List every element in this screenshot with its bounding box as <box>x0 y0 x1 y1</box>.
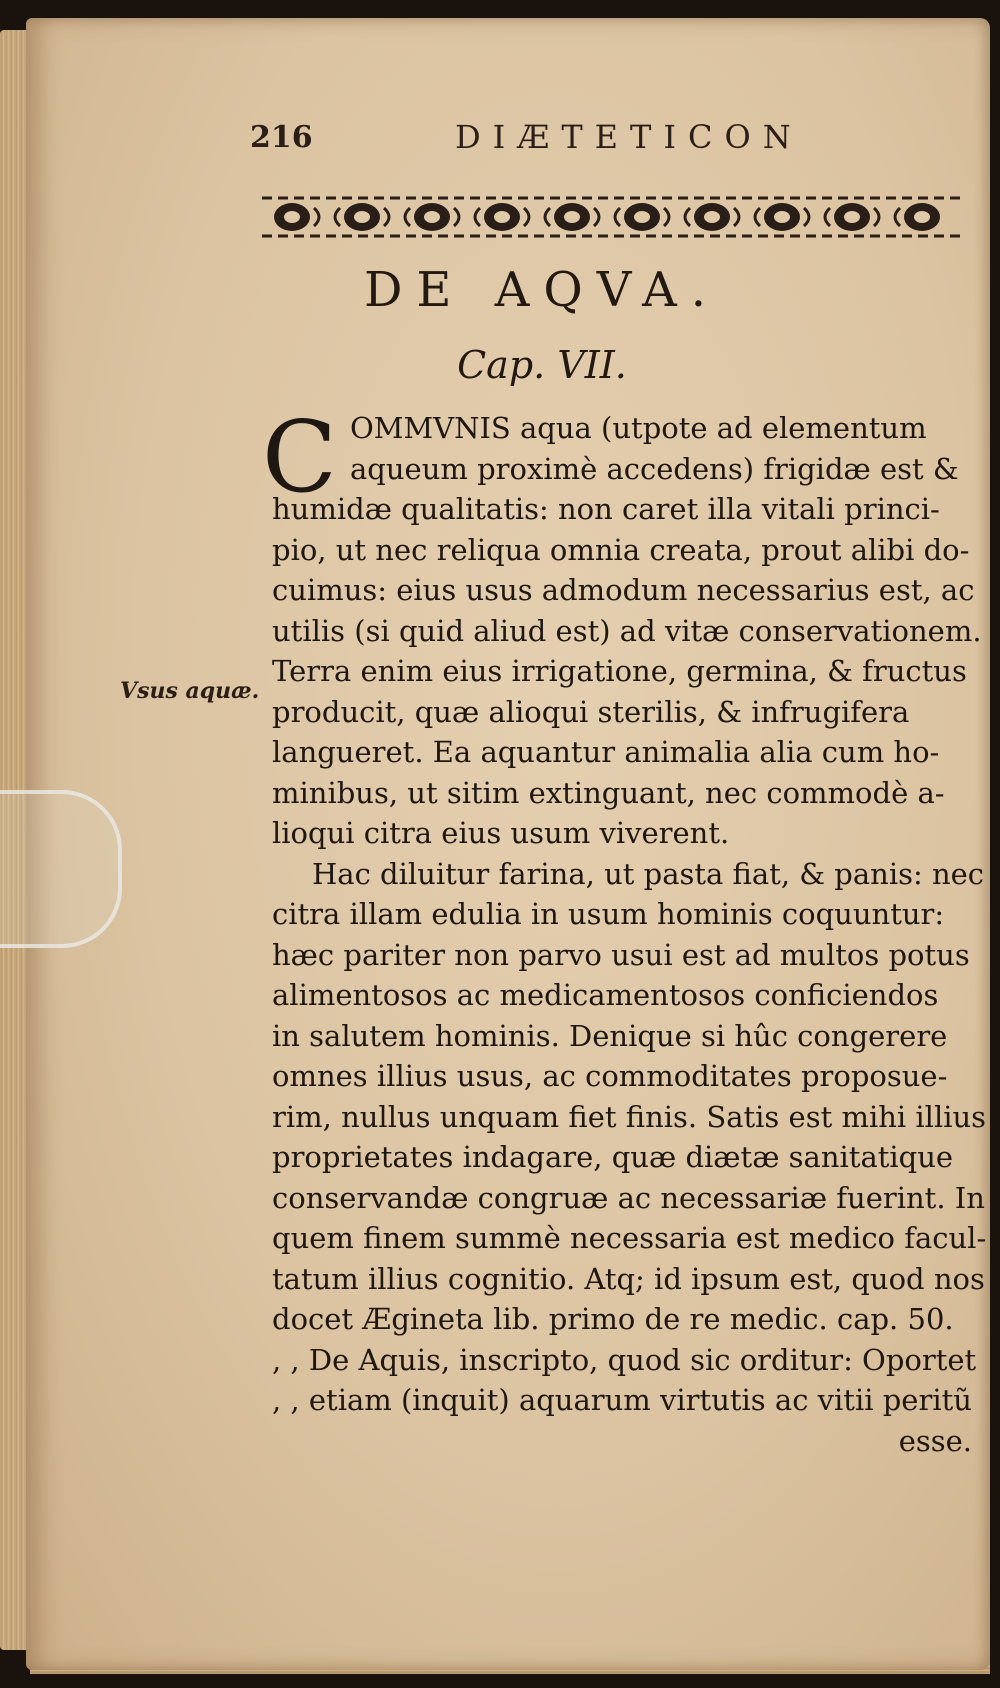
text-line: in salutem hominis. Denique si hûc congerere <box>272 1018 948 1053</box>
decorative-ornament-band <box>262 190 962 242</box>
text-line: tatum illius cognitio. Atq; id ipsum est, quod nos <box>272 1261 985 1296</box>
text-line: omnes illius usus, ac commoditates proposue- <box>272 1059 948 1093</box>
drop-cap: C <box>262 401 337 515</box>
text-line: quem finem summè necessaria est medico facul- <box>272 1221 987 1255</box>
text-line: conservandæ congruæ ac necessariæ fuerint. In <box>272 1180 985 1215</box>
text-line: , , De Aquis, inscripto, quod sic orditur: Oportet <box>272 1342 977 1377</box>
page-clip <box>0 790 122 948</box>
running-head <box>250 118 820 158</box>
text-line: , , etiam (inquit) aquarum virtutis ac vitii peritũ <box>272 1383 972 1417</box>
text-line: pio, ut nec reliqua omnia creata, prout alibi do- <box>272 532 970 567</box>
text-line: citra illam edulia in usum hominis coquuntur: <box>272 897 945 931</box>
margin-note: Vsus aquæ. <box>120 678 260 704</box>
text-line: Hac diluitur farina, ut pasta fiat, & panis: nec <box>312 856 985 891</box>
running-title: DIÆTETICON <box>455 118 803 156</box>
text-line: cuimus: eius usus admodum necessarius est, ac <box>272 573 975 607</box>
text-line: esse. <box>898 1423 972 1458</box>
text-line: rim, nullus unquam fiet finis. Satis est mihi illius <box>272 1099 987 1134</box>
text-line: producit, quæ alioqui sterilis, & infrugifera <box>272 694 910 729</box>
ornament-svg <box>262 190 962 242</box>
chapter-title: DE AQVA. <box>363 262 721 318</box>
text-line: proprietates indagare, quæ diætæ sanitatique <box>272 1140 954 1174</box>
text-line: lioqui citra eius usum viverent. <box>272 816 730 850</box>
page-number: 216 <box>250 120 313 155</box>
text-line: humidæ qualitatis: non caret illa vitali princi- <box>272 492 940 526</box>
text-line: hæc pariter non parvo usui est ad multos potus <box>272 937 970 972</box>
text-line: minibus, ut sitim extinguant, nec commodè a- <box>272 775 945 810</box>
text-line: langueret. Ea aquantur animalia alia cum ho- <box>272 735 940 769</box>
text-line: Terra enim eius irrigatione, germina, & fructus <box>272 654 967 688</box>
text-line: docet Ægineta lib. primo de re medic. cap. 50. <box>272 1302 954 1336</box>
text-line: aqueum proximè accedens) frigidæ est & <box>350 451 959 486</box>
body-text <box>272 408 992 1461</box>
text-line: alimentosos ac medicamentosos conficiendos <box>272 978 939 1012</box>
text-line: OMMVNIS aqua (utpote ad elementum <box>350 411 927 445</box>
text-line: utilis (si quid aliud est) ad vitæ conservationem. <box>272 613 982 648</box>
chapter-number: Cap. VII. <box>457 343 627 387</box>
